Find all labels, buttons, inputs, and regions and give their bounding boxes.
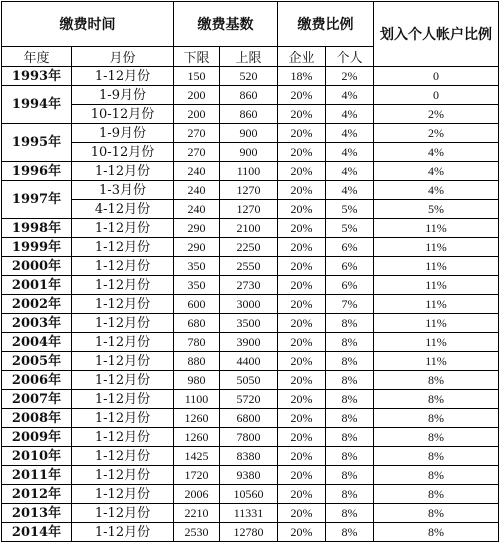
upper-limit-cell: 9380 bbox=[220, 466, 278, 485]
table-row bbox=[2, 447, 499, 466]
table-row bbox=[2, 105, 499, 124]
company-ratio-cell: 20% bbox=[278, 238, 326, 257]
month-cell: 1-9月份 bbox=[72, 86, 174, 105]
individual-ratio-cell: 8% bbox=[326, 504, 374, 523]
upper-limit-cell: 2250 bbox=[220, 238, 278, 257]
upper-limit-cell: 3000 bbox=[220, 295, 278, 314]
lower-limit-cell: 1720 bbox=[174, 466, 220, 485]
upper-limit-cell: 2100 bbox=[220, 219, 278, 238]
lower-limit-cell: 270 bbox=[174, 124, 220, 143]
header-upper: 上限 bbox=[220, 47, 278, 67]
personal-account-ratio-cell: 8% bbox=[374, 466, 499, 485]
month-cell: 1-12月份 bbox=[72, 523, 174, 542]
upper-limit-cell: 900 bbox=[220, 124, 278, 143]
month-cell: 1-12月份 bbox=[72, 485, 174, 504]
personal-account-ratio-cell: 11% bbox=[374, 333, 499, 352]
header-personal-account-ratio: 划入个人帐户比例 bbox=[374, 2, 499, 67]
upper-limit-cell: 1270 bbox=[220, 200, 278, 219]
lower-limit-cell: 270 bbox=[174, 143, 220, 162]
month-cell: 1-12月份 bbox=[72, 67, 174, 86]
individual-ratio-cell: 4% bbox=[326, 105, 374, 124]
year-cell: 2009年 bbox=[2, 428, 72, 447]
year-cell: 2013年 bbox=[2, 504, 72, 523]
individual-ratio-cell: 2% bbox=[326, 67, 374, 86]
individual-ratio-cell: 4% bbox=[326, 143, 374, 162]
personal-account-ratio-cell: 11% bbox=[374, 352, 499, 371]
month-cell: 1-12月份 bbox=[72, 314, 174, 333]
table-row bbox=[2, 371, 499, 390]
upper-limit-cell: 10560 bbox=[220, 485, 278, 504]
individual-ratio-cell: 8% bbox=[326, 428, 374, 447]
month-cell: 1-12月份 bbox=[72, 238, 174, 257]
month-cell: 1-12月份 bbox=[72, 409, 174, 428]
lower-limit-cell: 2006 bbox=[174, 485, 220, 504]
upper-limit-cell: 5720 bbox=[220, 390, 278, 409]
lower-limit-cell: 1425 bbox=[174, 447, 220, 466]
individual-ratio-cell: 4% bbox=[326, 124, 374, 143]
upper-limit-cell: 5050 bbox=[220, 371, 278, 390]
upper-limit-cell: 860 bbox=[220, 86, 278, 105]
individual-ratio-cell: 8% bbox=[326, 466, 374, 485]
table-row bbox=[2, 466, 499, 485]
table-row bbox=[2, 523, 499, 542]
year-cell: 2006年 bbox=[2, 371, 72, 390]
month-cell: 1-12月份 bbox=[72, 390, 174, 409]
personal-account-ratio-cell: 8% bbox=[374, 390, 499, 409]
individual-ratio-cell: 8% bbox=[326, 352, 374, 371]
month-cell: 1-12月份 bbox=[72, 295, 174, 314]
header-lower: 下限 bbox=[174, 47, 220, 67]
personal-account-ratio-cell: 11% bbox=[374, 238, 499, 257]
lower-limit-cell: 350 bbox=[174, 276, 220, 295]
month-cell: 1-12月份 bbox=[72, 504, 174, 523]
table-row bbox=[2, 295, 499, 314]
personal-account-ratio-cell: 4% bbox=[374, 143, 499, 162]
table-row bbox=[2, 333, 499, 352]
table-row bbox=[2, 219, 499, 238]
personal-account-ratio-cell: 5% bbox=[374, 200, 499, 219]
month-cell: 1-12月份 bbox=[72, 466, 174, 485]
lower-limit-cell: 2530 bbox=[174, 523, 220, 542]
company-ratio-cell: 20% bbox=[278, 485, 326, 504]
personal-account-ratio-cell: 11% bbox=[374, 257, 499, 276]
upper-limit-cell: 12780 bbox=[220, 523, 278, 542]
upper-limit-cell: 2550 bbox=[220, 257, 278, 276]
upper-limit-cell: 520 bbox=[220, 67, 278, 86]
lower-limit-cell: 1100 bbox=[174, 390, 220, 409]
individual-ratio-cell: 8% bbox=[326, 485, 374, 504]
individual-ratio-cell: 8% bbox=[326, 314, 374, 333]
year-cell: 2004年 bbox=[2, 333, 72, 352]
lower-limit-cell: 290 bbox=[174, 238, 220, 257]
table-row bbox=[2, 257, 499, 276]
lower-limit-cell: 290 bbox=[174, 219, 220, 238]
upper-limit-cell: 1270 bbox=[220, 181, 278, 200]
table-row bbox=[2, 504, 499, 523]
upper-limit-cell: 3500 bbox=[220, 314, 278, 333]
company-ratio-cell: 20% bbox=[278, 466, 326, 485]
company-ratio-cell: 20% bbox=[278, 105, 326, 124]
table-row bbox=[2, 162, 499, 181]
month-cell: 1-12月份 bbox=[72, 428, 174, 447]
individual-ratio-cell: 7% bbox=[326, 295, 374, 314]
individual-ratio-cell: 5% bbox=[326, 219, 374, 238]
year-cell: 2003年 bbox=[2, 314, 72, 333]
upper-limit-cell: 1100 bbox=[220, 162, 278, 181]
individual-ratio-cell: 6% bbox=[326, 276, 374, 295]
lower-limit-cell: 2210 bbox=[174, 504, 220, 523]
year-cell: 2000年 bbox=[2, 257, 72, 276]
upper-limit-cell: 8380 bbox=[220, 447, 278, 466]
individual-ratio-cell: 4% bbox=[326, 181, 374, 200]
month-cell: 1-12月份 bbox=[72, 371, 174, 390]
personal-account-ratio-cell: 8% bbox=[374, 447, 499, 466]
header-year: 年度 bbox=[2, 47, 72, 67]
personal-account-ratio-cell: 8% bbox=[374, 371, 499, 390]
lower-limit-cell: 680 bbox=[174, 314, 220, 333]
upper-limit-cell: 900 bbox=[220, 143, 278, 162]
table-row bbox=[2, 276, 499, 295]
year-cell: 1997年 bbox=[2, 181, 72, 219]
year-cell: 2007年 bbox=[2, 390, 72, 409]
table-row bbox=[2, 485, 499, 504]
year-cell: 1998年 bbox=[2, 219, 72, 238]
lower-limit-cell: 240 bbox=[174, 162, 220, 181]
lower-limit-cell: 240 bbox=[174, 181, 220, 200]
table-row bbox=[2, 181, 499, 200]
company-ratio-cell: 20% bbox=[278, 390, 326, 409]
company-ratio-cell: 20% bbox=[278, 333, 326, 352]
individual-ratio-cell: 4% bbox=[326, 162, 374, 181]
personal-account-ratio-cell: 11% bbox=[374, 314, 499, 333]
table-row bbox=[2, 409, 499, 428]
upper-limit-cell: 4400 bbox=[220, 352, 278, 371]
year-cell: 2001年 bbox=[2, 276, 72, 295]
lower-limit-cell: 240 bbox=[174, 200, 220, 219]
personal-account-ratio-cell: 0 bbox=[374, 67, 499, 86]
personal-account-ratio-cell: 8% bbox=[374, 428, 499, 447]
individual-ratio-cell: 4% bbox=[326, 86, 374, 105]
year-cell: 1996年 bbox=[2, 162, 72, 181]
company-ratio-cell: 18% bbox=[278, 67, 326, 86]
month-cell: 1-12月份 bbox=[72, 447, 174, 466]
table-body bbox=[2, 67, 499, 542]
company-ratio-cell: 20% bbox=[278, 295, 326, 314]
upper-limit-cell: 11331 bbox=[220, 504, 278, 523]
personal-account-ratio-cell: 11% bbox=[374, 276, 499, 295]
month-cell: 1-12月份 bbox=[72, 162, 174, 181]
table-row bbox=[2, 67, 499, 86]
header-individual: 个人 bbox=[326, 47, 374, 67]
personal-account-ratio-cell: 4% bbox=[374, 162, 499, 181]
personal-account-ratio-cell: 8% bbox=[374, 504, 499, 523]
upper-limit-cell: 2730 bbox=[220, 276, 278, 295]
personal-account-ratio-cell: 4% bbox=[374, 181, 499, 200]
company-ratio-cell: 20% bbox=[278, 371, 326, 390]
header-payment-base: 缴费基数 bbox=[174, 2, 278, 47]
lower-limit-cell: 780 bbox=[174, 333, 220, 352]
individual-ratio-cell: 8% bbox=[326, 409, 374, 428]
company-ratio-cell: 20% bbox=[278, 428, 326, 447]
month-cell: 1-12月份 bbox=[72, 352, 174, 371]
personal-account-ratio-cell: 2% bbox=[374, 105, 499, 124]
year-cell: 2011年 bbox=[2, 466, 72, 485]
month-cell: 1-9月份 bbox=[72, 124, 174, 143]
lower-limit-cell: 1260 bbox=[174, 409, 220, 428]
table-row bbox=[2, 314, 499, 333]
year-cell: 2002年 bbox=[2, 295, 72, 314]
company-ratio-cell: 20% bbox=[278, 200, 326, 219]
lower-limit-cell: 350 bbox=[174, 257, 220, 276]
company-ratio-cell: 20% bbox=[278, 181, 326, 200]
individual-ratio-cell: 8% bbox=[326, 523, 374, 542]
company-ratio-cell: 20% bbox=[278, 86, 326, 105]
company-ratio-cell: 20% bbox=[278, 409, 326, 428]
year-cell: 1994年 bbox=[2, 86, 72, 124]
month-cell: 10-12月份 bbox=[72, 143, 174, 162]
month-cell: 10-12月份 bbox=[72, 105, 174, 124]
company-ratio-cell: 20% bbox=[278, 352, 326, 371]
personal-account-ratio-cell: 8% bbox=[374, 485, 499, 504]
header-payment-time: 缴费时间 bbox=[2, 2, 174, 47]
table-row bbox=[2, 124, 499, 143]
lower-limit-cell: 150 bbox=[174, 67, 220, 86]
personal-account-ratio-cell: 2% bbox=[374, 124, 499, 143]
individual-ratio-cell: 8% bbox=[326, 447, 374, 466]
lower-limit-cell: 980 bbox=[174, 371, 220, 390]
table-row bbox=[2, 200, 499, 219]
company-ratio-cell: 20% bbox=[278, 314, 326, 333]
individual-ratio-cell: 5% bbox=[326, 200, 374, 219]
lower-limit-cell: 200 bbox=[174, 86, 220, 105]
month-cell: 1-12月份 bbox=[72, 333, 174, 352]
year-cell: 1995年 bbox=[2, 124, 72, 162]
upper-limit-cell: 3900 bbox=[220, 333, 278, 352]
lower-limit-cell: 200 bbox=[174, 105, 220, 124]
company-ratio-cell: 20% bbox=[278, 447, 326, 466]
month-cell: 4-12月份 bbox=[72, 200, 174, 219]
year-cell: 2014年 bbox=[2, 523, 72, 542]
month-cell: 1-12月份 bbox=[72, 257, 174, 276]
header-company: 企业 bbox=[278, 47, 326, 67]
individual-ratio-cell: 8% bbox=[326, 371, 374, 390]
personal-account-ratio-cell: 8% bbox=[374, 523, 499, 542]
month-cell: 1-3月份 bbox=[72, 181, 174, 200]
company-ratio-cell: 20% bbox=[278, 504, 326, 523]
month-cell: 1-12月份 bbox=[72, 219, 174, 238]
company-ratio-cell: 20% bbox=[278, 162, 326, 181]
company-ratio-cell: 20% bbox=[278, 124, 326, 143]
lower-limit-cell: 1260 bbox=[174, 428, 220, 447]
table-row bbox=[2, 428, 499, 447]
contribution-table bbox=[1, 1, 499, 542]
year-cell: 1999年 bbox=[2, 238, 72, 257]
table-row bbox=[2, 238, 499, 257]
personal-account-ratio-cell: 0 bbox=[374, 86, 499, 105]
header-month: 月份 bbox=[72, 47, 174, 67]
year-cell: 2010年 bbox=[2, 447, 72, 466]
table-row bbox=[2, 143, 499, 162]
month-cell: 1-12月份 bbox=[72, 276, 174, 295]
upper-limit-cell: 860 bbox=[220, 105, 278, 124]
personal-account-ratio-cell: 11% bbox=[374, 219, 499, 238]
upper-limit-cell: 7800 bbox=[220, 428, 278, 447]
lower-limit-cell: 600 bbox=[174, 295, 220, 314]
company-ratio-cell: 20% bbox=[278, 523, 326, 542]
personal-account-ratio-cell: 11% bbox=[374, 295, 499, 314]
table-row bbox=[2, 86, 499, 105]
year-cell: 2012年 bbox=[2, 485, 72, 504]
company-ratio-cell: 20% bbox=[278, 219, 326, 238]
header-payment-ratio: 缴费比例 bbox=[278, 2, 374, 47]
upper-limit-cell: 6800 bbox=[220, 409, 278, 428]
table-row bbox=[2, 390, 499, 409]
company-ratio-cell: 20% bbox=[278, 143, 326, 162]
company-ratio-cell: 20% bbox=[278, 276, 326, 295]
individual-ratio-cell: 8% bbox=[326, 333, 374, 352]
individual-ratio-cell: 6% bbox=[326, 257, 374, 276]
lower-limit-cell: 880 bbox=[174, 352, 220, 371]
year-cell: 2005年 bbox=[2, 352, 72, 371]
personal-account-ratio-cell: 8% bbox=[374, 409, 499, 428]
year-cell: 2008年 bbox=[2, 409, 72, 428]
individual-ratio-cell: 8% bbox=[326, 390, 374, 409]
year-cell: 1993年 bbox=[2, 67, 72, 86]
table-row bbox=[2, 352, 499, 371]
individual-ratio-cell: 6% bbox=[326, 238, 374, 257]
company-ratio-cell: 20% bbox=[278, 257, 326, 276]
